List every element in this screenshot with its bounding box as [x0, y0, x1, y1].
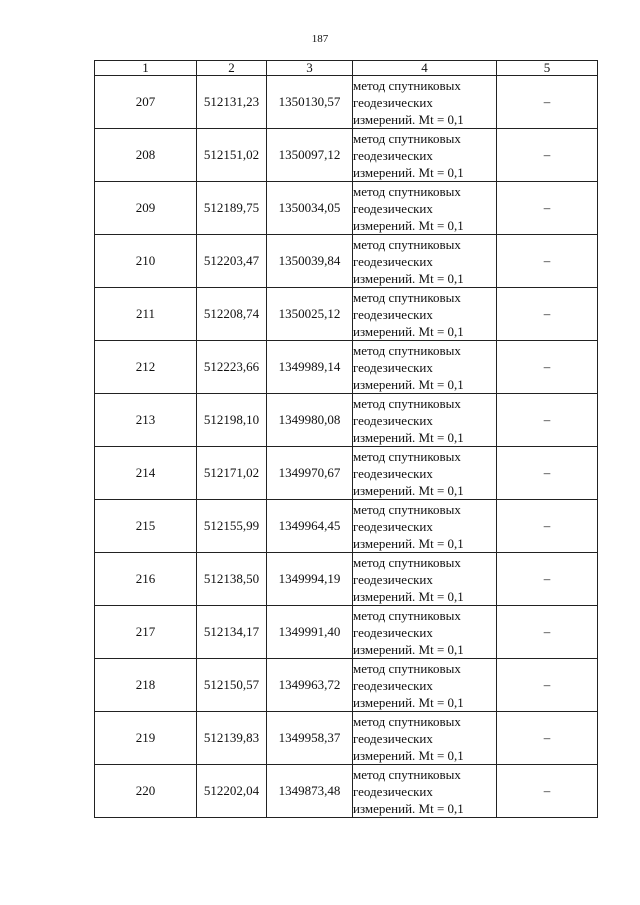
method-line: измерений. Mt = 0,1 — [353, 376, 464, 392]
note-cell: – — [497, 182, 598, 235]
method-cell — [353, 765, 497, 818]
table-row — [95, 659, 598, 712]
table-row — [95, 394, 598, 447]
method-cell — [353, 712, 497, 765]
y-coordinate-cell: 1349991,40 — [267, 606, 353, 659]
method-cell — [353, 76, 497, 129]
method-line: геодезических — [353, 253, 433, 269]
note-cell: – — [497, 341, 598, 394]
table-row — [95, 447, 598, 500]
x-coordinate-cell: 512138,50 — [197, 553, 267, 606]
method-line: метод спутниковых — [353, 183, 461, 199]
y-coordinate-cell: 1349964,45 — [267, 500, 353, 553]
x-coordinate-cell: 512134,17 — [197, 606, 267, 659]
method-line: метод спутниковых — [353, 289, 461, 305]
method-line: геодезических — [353, 571, 433, 587]
method-line: измерений. Mt = 0,1 — [353, 747, 464, 763]
method-line: измерений. Mt = 0,1 — [353, 217, 464, 233]
x-coordinate-cell: 512189,75 — [197, 182, 267, 235]
y-coordinate-cell: 1349958,37 — [267, 712, 353, 765]
coordinates-table — [94, 60, 598, 818]
method-line: геодезических — [353, 306, 433, 322]
method-line: метод спутниковых — [353, 395, 461, 411]
method-line: метод спутниковых — [353, 130, 461, 146]
method-line: измерений. Mt = 0,1 — [353, 164, 464, 180]
method-line: геодезических — [353, 730, 433, 746]
y-coordinate-cell: 1350025,12 — [267, 288, 353, 341]
column-header-3: 3 — [267, 61, 353, 76]
point-number-cell: 218 — [95, 659, 197, 712]
note-cell: – — [497, 659, 598, 712]
point-number-cell: 216 — [95, 553, 197, 606]
table-row — [95, 76, 598, 129]
method-line: метод спутниковых — [353, 713, 461, 729]
method-line: метод спутниковых — [353, 342, 461, 358]
x-coordinate-cell: 512139,83 — [197, 712, 267, 765]
x-coordinate-cell: 512150,57 — [197, 659, 267, 712]
point-number-cell: 207 — [95, 76, 197, 129]
note-cell: – — [497, 288, 598, 341]
column-header-2: 2 — [197, 61, 267, 76]
point-number-cell: 211 — [95, 288, 197, 341]
y-coordinate-cell: 1349980,08 — [267, 394, 353, 447]
point-number-cell: 215 — [95, 500, 197, 553]
method-cell — [353, 235, 497, 288]
method-cell — [353, 553, 497, 606]
y-coordinate-cell: 1350097,12 — [267, 129, 353, 182]
method-line: геодезических — [353, 624, 433, 640]
column-header-1: 1 — [95, 61, 197, 76]
page-number: 187 — [311, 33, 329, 45]
x-coordinate-cell: 512155,99 — [197, 500, 267, 553]
table-row — [95, 500, 598, 553]
note-cell: – — [497, 765, 598, 818]
method-cell — [353, 606, 497, 659]
x-coordinate-cell: 512208,74 — [197, 288, 267, 341]
table-row — [95, 182, 598, 235]
table-row — [95, 553, 598, 606]
point-number-cell: 210 — [95, 235, 197, 288]
point-number-cell: 214 — [95, 447, 197, 500]
method-cell — [353, 500, 497, 553]
table-row — [95, 341, 598, 394]
method-line: метод спутниковых — [353, 554, 461, 570]
note-cell: – — [497, 606, 598, 659]
method-line: измерений. Mt = 0,1 — [353, 270, 464, 286]
method-cell — [353, 341, 497, 394]
method-line: измерений. Mt = 0,1 — [353, 323, 464, 339]
method-line: геодезических — [353, 518, 433, 534]
note-cell: – — [497, 394, 598, 447]
method-line: измерений. Mt = 0,1 — [353, 694, 464, 710]
method-cell — [353, 288, 497, 341]
point-number-cell: 208 — [95, 129, 197, 182]
method-line: геодезических — [353, 200, 433, 216]
method-line: геодезических — [353, 94, 433, 110]
y-coordinate-cell: 1350039,84 — [267, 235, 353, 288]
method-cell — [353, 129, 497, 182]
x-coordinate-cell: 512131,23 — [197, 76, 267, 129]
y-coordinate-cell: 1350034,05 — [267, 182, 353, 235]
column-header-5: 5 — [497, 61, 598, 76]
method-line: геодезических — [353, 412, 433, 428]
method-line: измерений. Mt = 0,1 — [353, 535, 464, 551]
table-row — [95, 765, 598, 818]
method-line: измерений. Mt = 0,1 — [353, 800, 464, 816]
method-line: измерений. Mt = 0,1 — [353, 641, 464, 657]
method-line: метод спутниковых — [353, 236, 461, 252]
point-number-cell: 217 — [95, 606, 197, 659]
y-coordinate-cell: 1350130,57 — [267, 76, 353, 129]
point-number-cell: 209 — [95, 182, 197, 235]
table-row — [95, 235, 598, 288]
x-coordinate-cell: 512223,66 — [197, 341, 267, 394]
method-cell — [353, 394, 497, 447]
y-coordinate-cell: 1349970,67 — [267, 447, 353, 500]
note-cell: – — [497, 447, 598, 500]
table-row — [95, 288, 598, 341]
point-number-cell: 219 — [95, 712, 197, 765]
method-cell — [353, 182, 497, 235]
method-line: измерений. Mt = 0,1 — [353, 111, 464, 127]
x-coordinate-cell: 512203,47 — [197, 235, 267, 288]
method-line: измерений. Mt = 0,1 — [353, 588, 464, 604]
y-coordinate-cell: 1349873,48 — [267, 765, 353, 818]
note-cell: – — [497, 76, 598, 129]
method-line: измерений. Mt = 0,1 — [353, 429, 464, 445]
y-coordinate-cell: 1349994,19 — [267, 553, 353, 606]
table-row — [95, 606, 598, 659]
table-row — [95, 712, 598, 765]
method-line: метод спутниковых — [353, 660, 461, 676]
note-cell: – — [497, 712, 598, 765]
y-coordinate-cell: 1349963,72 — [267, 659, 353, 712]
method-line: метод спутниковых — [353, 448, 461, 464]
table-row — [95, 129, 598, 182]
method-line: геодезических — [353, 783, 433, 799]
method-line: геодезических — [353, 465, 433, 481]
method-line: геодезических — [353, 677, 433, 693]
x-coordinate-cell: 512198,10 — [197, 394, 267, 447]
point-number-cell: 212 — [95, 341, 197, 394]
table-body — [95, 76, 598, 818]
method-line: геодезических — [353, 359, 433, 375]
method-line: измерений. Mt = 0,1 — [353, 482, 464, 498]
method-line: геодезических — [353, 147, 433, 163]
note-cell: – — [497, 500, 598, 553]
x-coordinate-cell: 512151,02 — [197, 129, 267, 182]
note-cell: – — [497, 129, 598, 182]
y-coordinate-cell: 1349989,14 — [267, 341, 353, 394]
method-line: метод спутниковых — [353, 77, 461, 93]
method-cell — [353, 659, 497, 712]
method-line: метод спутниковых — [353, 501, 461, 517]
point-number-cell: 220 — [95, 765, 197, 818]
point-number-cell: 213 — [95, 394, 197, 447]
column-header-4: 4 — [353, 61, 497, 76]
table-header-row — [95, 61, 598, 76]
method-line: метод спутниковых — [353, 766, 461, 782]
method-cell — [353, 447, 497, 500]
method-line: метод спутниковых — [353, 607, 461, 623]
x-coordinate-cell: 512202,04 — [197, 765, 267, 818]
note-cell: – — [497, 235, 598, 288]
x-coordinate-cell: 512171,02 — [197, 447, 267, 500]
note-cell: – — [497, 553, 598, 606]
